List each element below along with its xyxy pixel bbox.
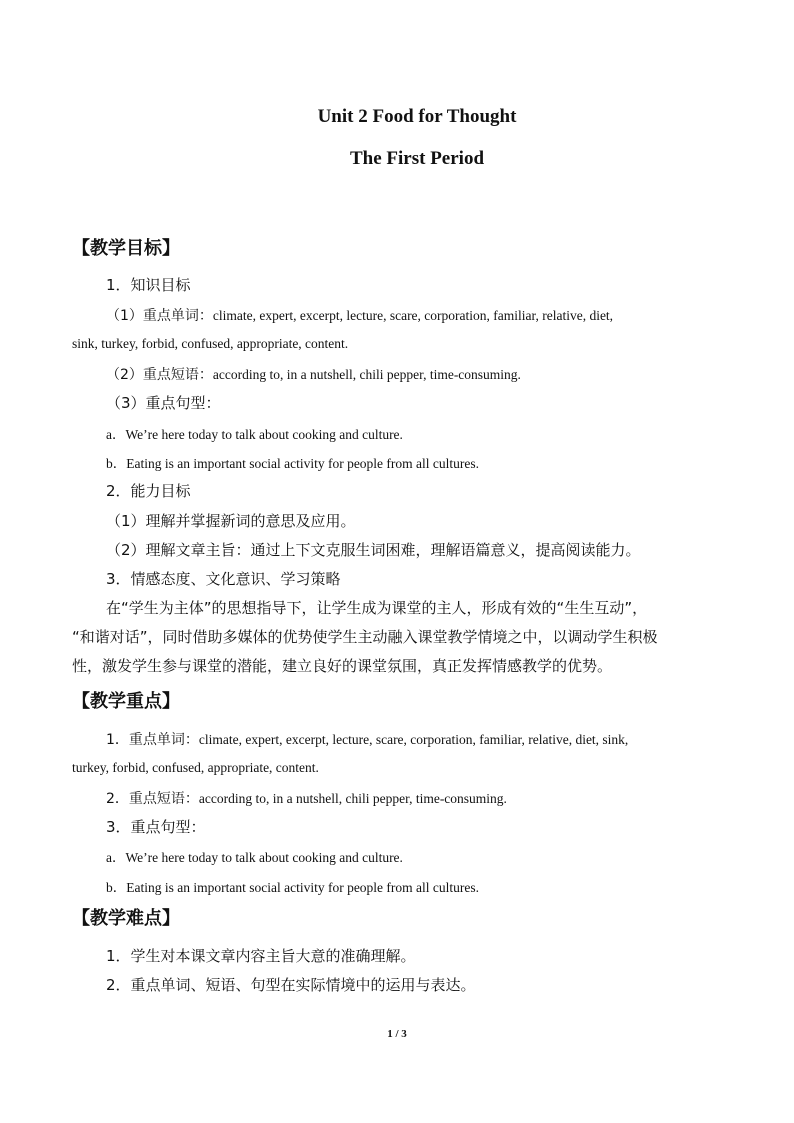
keypoints-sentence-label: 3．重点句型： bbox=[106, 818, 206, 836]
objectives-sentence-label: （3）重点句型： bbox=[106, 394, 221, 412]
objectives-item-ability: 2．能力目标 bbox=[106, 482, 191, 500]
objectives-ability-2: （2）理解文章主旨：通过上下文克服生词困难，理解语篇意义，提高阅读能力。 bbox=[106, 541, 641, 559]
objectives-paragraph-line3: 性，激发学生参与课堂的潜能，建立良好的课堂氛围，真正发挥情感教学的优势。 bbox=[72, 657, 613, 675]
keypoints-phrase-line bbox=[106, 788, 507, 808]
objectives-phrase-line bbox=[106, 364, 521, 384]
objectives-ability-1: （1）理解并掌握新词的意思及应用。 bbox=[106, 512, 356, 530]
objectives-vocab-line2: sink, turkey, forbid, confused, appropriate, content. bbox=[72, 336, 349, 351]
difficulties-item-2: 2．重点单词、短语、句型在实际情境中的运用与表达。 bbox=[106, 976, 476, 994]
keypoints-sentence-a: a．We’re here today to talk about cooking and culture. bbox=[106, 850, 403, 865]
objectives-paragraph-line1: 在“学生为主体”的思想指导下，让学生成为课堂的主人，形成有效的“生生互动”， bbox=[106, 599, 648, 617]
keypoints-sentence-b: b．Eating is an important social activity for people from all cultures. bbox=[106, 880, 480, 895]
objectives-item-knowledge: 1．知识目标 bbox=[106, 276, 191, 294]
objectives-phrase-label: （2）重点短语： bbox=[106, 367, 213, 383]
keypoints-vocab-line1 bbox=[106, 729, 628, 749]
objectives-vocab-line1 bbox=[106, 305, 613, 325]
objectives-vocab-words: climate, expert, excerpt, lecture, scare, corporation, familiar, relative, diet, bbox=[212, 308, 614, 323]
objectives-vocab-label: （1）重点单词： bbox=[106, 308, 213, 324]
difficulties-item-1: 1．学生对本课文章内容主旨大意的准确理解。 bbox=[106, 947, 416, 965]
section-heading-difficulties: 【教学难点】 bbox=[72, 908, 180, 929]
document-title: Unit 2 Food for Thought bbox=[317, 106, 517, 127]
section-heading-objectives: 【教学目标】 bbox=[72, 238, 180, 259]
objectives-paragraph-line2: “和谐对话”，同时借助多媒体的优势使学生主动融入课堂教学情境之中，以调动学生积极 bbox=[72, 628, 658, 646]
keypoints-phrase-text: according to, in a nutshell, chili pepper, time-consuming. bbox=[198, 791, 507, 806]
document-subtitle: The First Period bbox=[349, 148, 485, 169]
objectives-item-attitude: 3．情感态度、文化意识、学习策略 bbox=[106, 570, 341, 588]
keypoints-vocab-label: 1．重点单词： bbox=[106, 732, 199, 748]
keypoints-vocab-line2: turkey, forbid, confused, appropriate, content. bbox=[72, 760, 319, 775]
keypoints-vocab-words: climate, expert, excerpt, lecture, scare, corporation, familiar, relative, diet, sink, bbox=[198, 732, 629, 747]
objectives-phrase-text: according to, in a nutshell, chili pepper, time-consuming. bbox=[212, 367, 521, 382]
objectives-sentence-b: b．Eating is an important social activity for people from all cultures. bbox=[106, 456, 480, 471]
section-heading-key-points: 【教学重点】 bbox=[72, 691, 180, 712]
objectives-sentence-a: a．We’re here today to talk about cooking and culture. bbox=[106, 427, 403, 442]
keypoints-phrase-label: 2．重点短语： bbox=[106, 791, 199, 807]
page-number: 1 / 3 bbox=[387, 1028, 407, 1040]
